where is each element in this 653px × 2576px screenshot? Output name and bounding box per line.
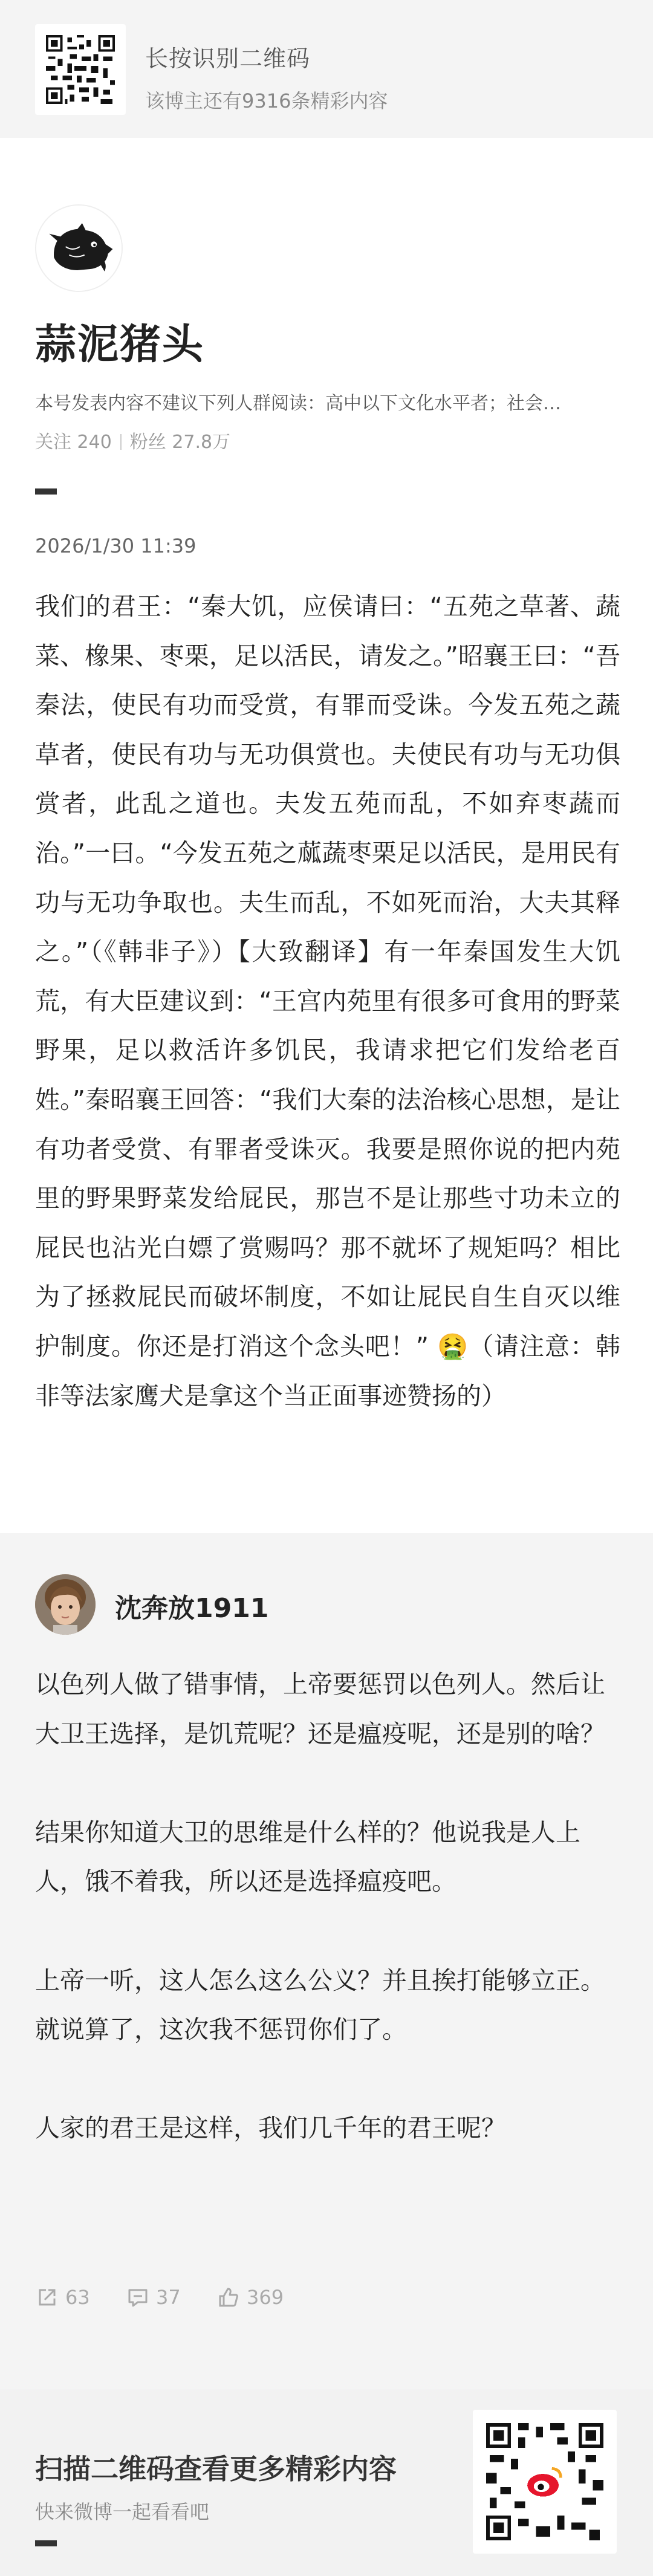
comment-paragraph [35, 2055, 620, 2104]
comment-paragraph [35, 1907, 620, 1956]
footer-banner [0, 2389, 653, 2576]
action-bar [0, 2262, 653, 2334]
author-stats [35, 427, 230, 453]
author-avatar[interactable] [35, 204, 123, 292]
footer-title: 扫描二维码查看更多精彩内容 [35, 2453, 397, 2485]
qr-code-icon[interactable] [35, 24, 126, 115]
post-body: 我们的君王：“秦大饥，应侯请曰：“五苑之草著、蔬菜、橡果、枣栗，足以活民，请发之。”昭襄王曰：“吾秦法，使民有功而受赏，有罪而受诛。今发五苑之蔬草者，使民有功与无功俱赏也。夫使民有功与无功俱赏者，此乱之道也。夫发五苑而乱，不如弃枣蔬而治。”一曰。“今发五苑之蓏蔬枣栗足以活民，是用民有功与无功争取也。夫生而乱，不如死而治，大夫其释之。”（《韩非子》）【大致翻译】有一年秦国发生大饥荒，有大臣建议到：“王宫内苑里有很多可食用的野菜野果，足以救活许多饥民，我请求把它们发给老百姓。”秦昭襄王回答：“我们大秦的法治核心思想，是让有功者受赏、有罪者受诛灭。我要是照你说的把内苑里的野果野菜发给屁民，那岂不是让那些寸功未立的屁民也沾光白嫖了赏赐吗？那不就坏了规矩吗？相比为了拯救屁民而破坏制度，不如让屁民自生自灭以维护制度。你还是打消这个念头吧！” 🤮（请注意：韩非等法家鹰犬是拿这个当正面事迹赞扬的） [35, 592, 620, 1410]
fans-count: 粉丝 27.8万 [129, 432, 231, 453]
thumbs-up-icon [216, 2285, 241, 2309]
author-name[interactable]: 蒜泥猪头 [35, 321, 205, 369]
comment-icon [126, 2285, 150, 2309]
share-icon [35, 2285, 59, 2309]
post-card [0, 138, 653, 2469]
qr-banner-subtitle: 该博主还有9316条精彩内容 [145, 89, 388, 112]
comment-count: 37 [156, 2286, 181, 2309]
commenter-name[interactable]: 沈奔放1911 [115, 1593, 269, 1624]
share-count: 63 [65, 2286, 90, 2309]
following-count: 关注 240 [35, 432, 112, 453]
comment-body [35, 1660, 620, 2153]
share-button[interactable] [35, 2285, 90, 2309]
commenter-avatar[interactable] [35, 1574, 96, 1635]
comment-button[interactable] [126, 2285, 181, 2309]
author-description: 本号发表内容不建议下列人群阅读：高中以下文化水平者；社会… [35, 393, 561, 414]
comment-paragraph: 以色列人做了错事情，上帝要惩罚以色列人。然后让大卫王选择，是饥荒呢？还是瘟疫呢，还是别的啥？ [35, 1670, 605, 1748]
comment-paragraph [35, 1759, 620, 1808]
comment-paragraph: 上帝一听，这人怎么这么公义？并且挨打能够立正。就说算了，这次我不惩罚你们了。 [35, 1965, 605, 2045]
qr-banner [0, 0, 653, 138]
post-date: 2026/1/30 11:39 [35, 534, 197, 557]
weibo-qr-code-icon[interactable] [473, 2410, 617, 2554]
comment-paragraph: 人家的君王是这样，我们几千年的君王呢？ [35, 2114, 506, 2143]
stats-divider [120, 434, 122, 450]
qr-banner-title: 长按识别二维码 [145, 45, 311, 72]
section-divider [35, 488, 57, 495]
footer-divider [35, 2540, 57, 2546]
like-count: 369 [247, 2286, 284, 2309]
comment-paragraph: 结果你知道大卫的思维是什么样的？他说我是人上人，饿不着我，所以还是选择瘟疫吧。 [35, 1817, 580, 1896]
footer-subtitle: 快来微博一起看看吧 [35, 2500, 210, 2523]
like-button[interactable] [216, 2285, 284, 2309]
